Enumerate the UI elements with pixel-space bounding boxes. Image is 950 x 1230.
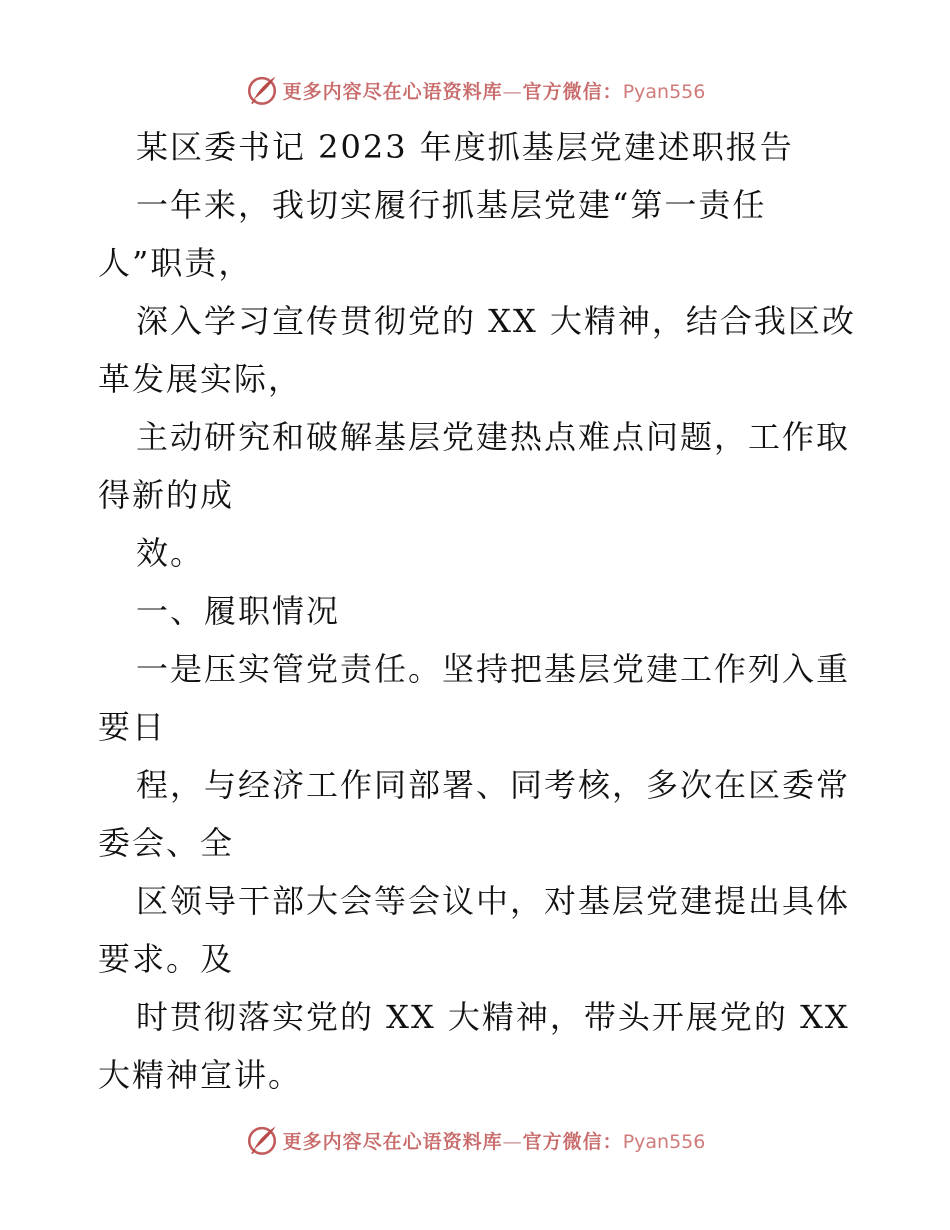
paragraph-line: 一是压实管党责任。坚持把基层党建工作列入重 (136, 650, 851, 688)
paragraph-line: 效。 (136, 534, 205, 572)
paragraph-line: 得新的成 (98, 476, 235, 514)
footer-banner-text (283, 1127, 706, 1154)
paragraph-line: 要日 (98, 708, 167, 746)
paragraph-line: 委会、全 (98, 824, 235, 862)
footer-brand-text: 更多内容尽在心语资料库 (282, 1130, 503, 1153)
feather-logo-icon (245, 1123, 279, 1157)
paragraph-line: 要求。及 (98, 940, 235, 978)
paragraph-line: 一、履职情况 (136, 592, 341, 630)
footer-watermark-banner (0, 1120, 950, 1160)
paragraph-line: 程，与经济工作同部署、同考核，多次在区委常 (136, 766, 851, 804)
paragraph-line: 主动研究和破解基层党建热点难点问题，工作取 (136, 418, 851, 456)
header-banner-text (283, 77, 706, 104)
header-brand-text: 更多内容尽在心语资料库 (282, 80, 503, 103)
paragraph-line: 区领导干部大会等会议中，对基层党建提出具体 (136, 882, 851, 920)
paragraph-line: 大精神宣讲。 (98, 1056, 303, 1094)
footer-contact-label: 官方微信： (522, 1130, 623, 1153)
document-title: 某区委书记 2023 年度抓基层党建述职报告 (136, 128, 794, 166)
footer-separator: — (502, 1130, 523, 1153)
paragraph-line: 一年来，我切实履行抓基层党建“第一责任 (136, 186, 767, 224)
header-contact-label: 官方微信： (522, 80, 623, 103)
paragraph-line: 时贯彻落实党的 XX 大精神，带头开展党的 XX (136, 998, 850, 1036)
paragraph-line: 深入学习宣传贯彻党的 XX 大精神，结合我区改 (136, 302, 856, 340)
feather-logo-icon (245, 73, 279, 107)
header-contact-id: Pyan556 (622, 80, 706, 103)
paragraph-line: 革发展实际， (98, 360, 303, 398)
footer-contact-id: Pyan556 (622, 1130, 706, 1153)
header-separator: — (502, 80, 523, 103)
document-body (98, 118, 858, 1104)
paragraph-line: 人”职责， (98, 244, 253, 282)
header-watermark-banner (0, 70, 950, 110)
